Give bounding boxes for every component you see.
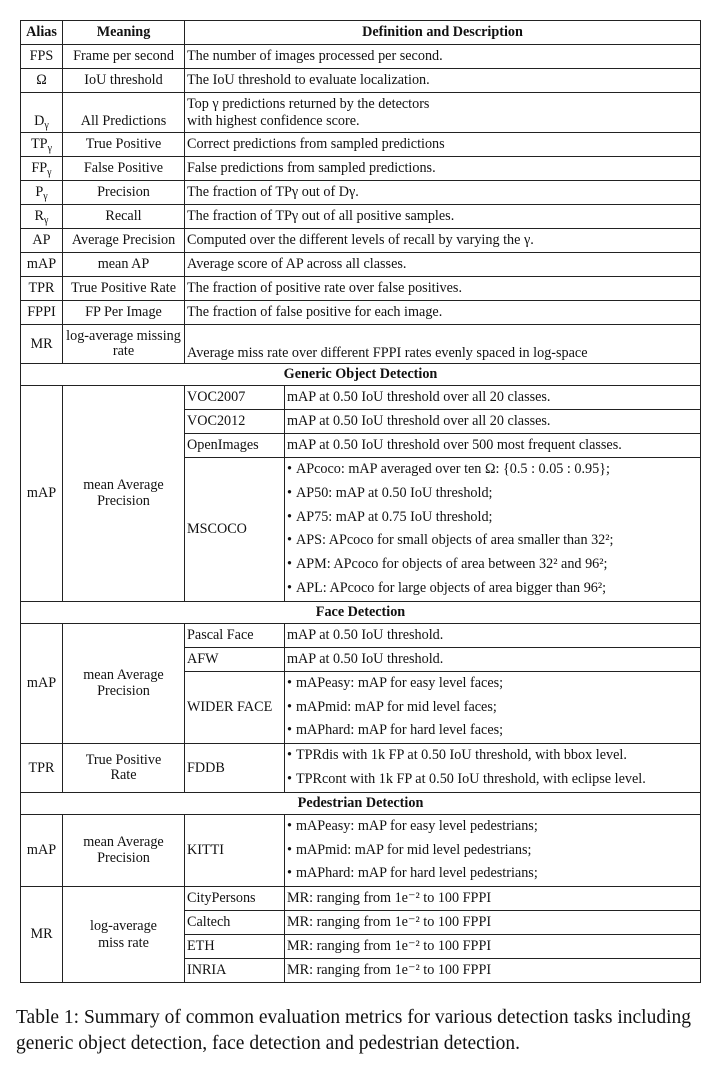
alias-text: D xyxy=(34,112,45,129)
bullet-list xyxy=(287,458,698,601)
dataset-cell: AFW xyxy=(185,647,285,671)
bullet-list xyxy=(287,672,698,743)
alias-subscript: γ xyxy=(47,143,52,155)
dataset-cell: Pascal Face xyxy=(185,623,285,647)
section-header-generic xyxy=(21,364,701,386)
meaning-cell: log-average miss rate xyxy=(63,887,185,983)
description-cell: mAP at 0.50 IoU threshold over 500 most frequent classes. xyxy=(285,434,701,458)
alias-cell xyxy=(21,205,63,229)
meaning-cell: All Predictions xyxy=(63,93,185,133)
definition-cell: The fraction of false positive for each image. xyxy=(185,301,701,325)
alias-header: Alias xyxy=(21,21,63,45)
description-cell: MR: ranging from 1e⁻² to 100 FPPI xyxy=(285,887,701,911)
definition-cell: False predictions from sampled predictions. xyxy=(185,157,701,181)
list-item: • mAPhard: mAP for hard level faces; xyxy=(287,719,698,743)
list-item: • APM: APcoco for objects of area between 32² and 96²; xyxy=(287,553,698,577)
meaning-cell: log-average missing rate xyxy=(63,325,185,364)
alias-cell: AP xyxy=(21,229,63,253)
meaning-header: Meaning xyxy=(63,21,185,45)
alias-cell xyxy=(21,157,63,181)
alias-cell xyxy=(21,181,63,205)
meaning-cell: Precision xyxy=(63,181,185,205)
list-item: • mAPeasy: mAP for easy level faces; xyxy=(287,672,698,696)
dataset-cell: FDDB xyxy=(185,744,285,793)
definition-cell: Average score of AP across all classes. xyxy=(185,253,701,277)
description-cell xyxy=(285,814,701,886)
metrics-table-container xyxy=(20,20,700,983)
list-item: • APcoco: mAP averaged over ten Ω: {0.5 : 0.05 : 0.95}; xyxy=(287,458,698,482)
section-title: Face Detection xyxy=(21,601,701,623)
alias-cell: TPR xyxy=(21,744,63,793)
table-row xyxy=(21,814,701,886)
alias-subscript: γ xyxy=(44,119,49,131)
description-cell: MR: ranging from 1e⁻² to 100 FPPI xyxy=(285,911,701,935)
table-row xyxy=(21,45,701,69)
definition-cell: The fraction of TPγ out of all positive samples. xyxy=(185,205,701,229)
definition-line: Top γ predictions returned by the detectors xyxy=(187,96,430,113)
table-row xyxy=(21,301,701,325)
definition-cell: The fraction of TPγ out of Dγ. xyxy=(185,181,701,205)
section-title: Pedestrian Detection xyxy=(21,792,701,814)
alias-cell: mAP xyxy=(21,814,63,886)
description-cell: MR: ranging from 1e⁻² to 100 FPPI xyxy=(285,959,701,983)
dataset-cell: KITTI xyxy=(185,814,285,886)
table-row xyxy=(21,181,701,205)
dataset-cell: WIDER FACE xyxy=(185,671,285,743)
description-cell: mAP at 0.50 IoU threshold. xyxy=(285,647,701,671)
table-header-row xyxy=(21,21,701,45)
table-row xyxy=(21,887,701,911)
alias-cell: mAP xyxy=(21,253,63,277)
description-cell: mAP at 0.50 IoU threshold over all 20 classes. xyxy=(285,410,701,434)
alias-subscript: γ xyxy=(47,167,52,179)
alias-cell: mAP xyxy=(21,386,63,602)
table-row xyxy=(21,69,701,93)
section-header-pedestrian xyxy=(21,792,701,814)
list-item: • APL: APcoco for large objects of area bigger than 96²; xyxy=(287,577,698,601)
alias-cell: TPR xyxy=(21,277,63,301)
table-row xyxy=(21,386,701,410)
section-title: Generic Object Detection xyxy=(21,364,701,386)
metrics-table xyxy=(20,20,701,983)
table-row xyxy=(21,253,701,277)
definition-cell: The IoU threshold to evaluate localization. xyxy=(185,69,701,93)
definition-cell: Correct predictions from sampled predictions xyxy=(185,133,701,157)
dataset-cell: CityPersons xyxy=(185,887,285,911)
alias-text: FP xyxy=(31,160,48,177)
description-cell: mAP at 0.50 IoU threshold. xyxy=(285,623,701,647)
meaning-cell: mean AP xyxy=(63,253,185,277)
meaning-cell: True Positive xyxy=(63,133,185,157)
dataset-cell: MSCOCO xyxy=(185,458,285,602)
alias-text: R xyxy=(34,208,45,225)
table-row xyxy=(21,623,701,647)
alias-cell: MR xyxy=(21,325,63,364)
alias-cell: FPPI xyxy=(21,301,63,325)
definition-cell: Average miss rate over different FPPI rates evenly spaced in log-space xyxy=(185,325,701,364)
dataset-cell: VOC2007 xyxy=(185,386,285,410)
bullet-list xyxy=(287,744,698,792)
meaning-cell: False Positive xyxy=(63,157,185,181)
alias-cell xyxy=(21,93,63,133)
list-item: • APS: APcoco for small objects of area smaller than 32²; xyxy=(287,529,698,553)
list-item: • TPRdis with 1k FP at 0.50 IoU threshold, with bbox level. xyxy=(287,744,698,768)
list-item: • AP75: mAP at 0.75 IoU threshold; xyxy=(287,506,698,530)
table-row xyxy=(21,205,701,229)
alias-text: TP xyxy=(31,136,48,153)
list-item: • mAPmid: mAP for mid level pedestrians; xyxy=(287,839,698,863)
meaning-cell: FP Per Image xyxy=(63,301,185,325)
bullet-list xyxy=(287,815,698,886)
meaning-cell: Average Precision xyxy=(63,229,185,253)
description-cell xyxy=(285,458,701,602)
dataset-cell: OpenImages xyxy=(185,434,285,458)
definition-cell: The number of images processed per second. xyxy=(185,45,701,69)
list-item: • TPRcont with 1k FP at 0.50 IoU threshold, with eclipse level. xyxy=(287,768,698,792)
table-row xyxy=(21,744,701,793)
meaning-cell: mean Average Precision xyxy=(63,623,185,743)
alias-cell: FPS xyxy=(21,45,63,69)
list-item: • mAPhard: mAP for hard level pedestrians; xyxy=(287,862,698,886)
description-cell xyxy=(285,744,701,793)
definition-line: with highest confidence score. xyxy=(187,112,360,129)
section-header-face xyxy=(21,601,701,623)
table-row xyxy=(21,93,701,133)
meaning-cell: True Positive Rate xyxy=(63,277,185,301)
table-caption: Table 1: Summary of common evaluation metrics for various detection tasks including generic object detection, face detection and pedestrian detection. xyxy=(16,1007,692,1054)
alias-subscript: γ xyxy=(43,191,48,203)
table-row xyxy=(21,229,701,253)
description-cell: mAP at 0.50 IoU threshold over all 20 classes. xyxy=(285,386,701,410)
table-row xyxy=(21,277,701,301)
definition-cell: Computed over the different levels of recall by varying the γ. xyxy=(185,229,701,253)
meaning-cell: mean Average Precision xyxy=(63,814,185,886)
dataset-cell: INRIA xyxy=(185,959,285,983)
alias-cell: MR xyxy=(21,887,63,983)
meaning-cell: mean Average Precision xyxy=(63,386,185,602)
dataset-cell: VOC2012 xyxy=(185,410,285,434)
meaning-cell: Recall xyxy=(63,205,185,229)
list-item: • AP50: mAP at 0.50 IoU threshold; xyxy=(287,482,698,506)
definition-cell: The fraction of positive rate over false positives. xyxy=(185,277,701,301)
alias-cell: mAP xyxy=(21,623,63,743)
list-item: • mAPeasy: mAP for easy level pedestrians; xyxy=(287,815,698,839)
meaning-cell: IoU threshold xyxy=(63,69,185,93)
meaning-cell: Frame per second xyxy=(63,45,185,69)
list-item: • mAPmid: mAP for mid level faces; xyxy=(287,696,698,720)
alias-subscript: γ xyxy=(44,215,49,227)
definition-cell xyxy=(185,93,701,133)
table-row xyxy=(21,133,701,157)
description-cell: MR: ranging from 1e⁻² to 100 FPPI xyxy=(285,935,701,959)
table-row xyxy=(21,157,701,181)
alias-cell: Ω xyxy=(21,69,63,93)
dataset-cell: ETH xyxy=(185,935,285,959)
definition-header: Definition and Description xyxy=(185,21,701,45)
dataset-cell: Caltech xyxy=(185,911,285,935)
description-cell xyxy=(285,671,701,743)
meaning-cell: True Positive Rate xyxy=(63,744,185,793)
table-row xyxy=(21,325,701,364)
alias-cell xyxy=(21,133,63,157)
alias-text: P xyxy=(35,184,44,201)
